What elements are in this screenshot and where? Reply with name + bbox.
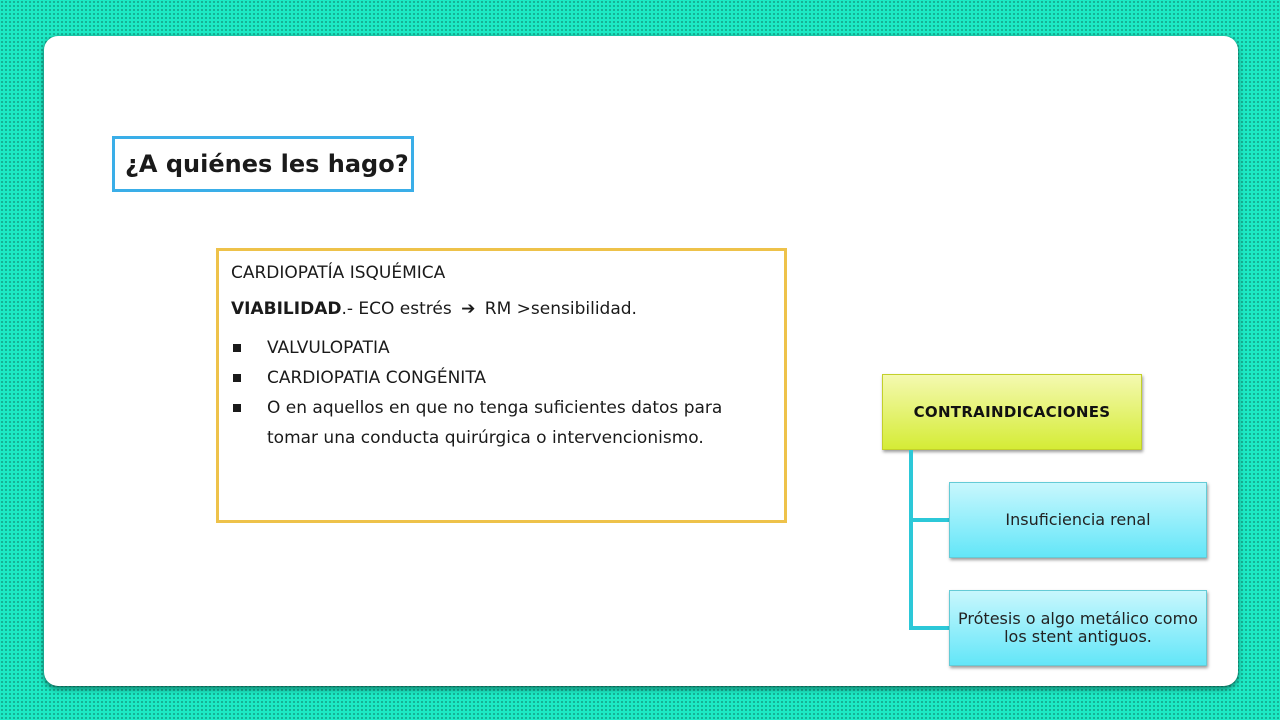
contraindications-header: CONTRAINDICACIONES	[882, 374, 1142, 450]
list-item-text: VALVULOPATIA	[267, 338, 390, 358]
contraindication-item: Prótesis o algo metálico como los stent antiguos.	[949, 590, 1207, 666]
tree-connector-vertical	[909, 450, 913, 630]
square-bullet-icon	[233, 374, 241, 382]
arrow-right-icon: ➔	[461, 299, 476, 319]
slide-title: ¿A quiénes les hago?	[125, 150, 409, 178]
title-box	[112, 136, 414, 192]
contraindication-item: Insuficiencia renal	[949, 482, 1207, 558]
list-item-text: O en aquellos en que no tenga suficientes datos para tomar una conducta quirúrgica o intervencionismo.	[267, 398, 723, 448]
indication-list	[231, 333, 772, 453]
viability-rest: RM >sensibilidad.	[484, 299, 637, 319]
viability-label: VIABILIDAD	[231, 299, 342, 319]
list-item-text: CARDIOPATIA CONGÉNITA	[267, 368, 487, 388]
content-box	[216, 248, 787, 523]
list-item	[231, 393, 772, 453]
ischemic-heading: CARDIOPATÍA ISQUÉMICA	[231, 263, 446, 283]
tree-connector-branch-1	[909, 518, 949, 522]
list-item	[231, 333, 772, 363]
square-bullet-icon	[233, 404, 241, 412]
tree-connector-branch-2	[909, 626, 949, 630]
square-bullet-icon	[233, 344, 241, 352]
viability-separator: .- ECO estrés	[341, 299, 452, 319]
viability-line	[231, 297, 772, 321]
list-item	[231, 363, 772, 393]
